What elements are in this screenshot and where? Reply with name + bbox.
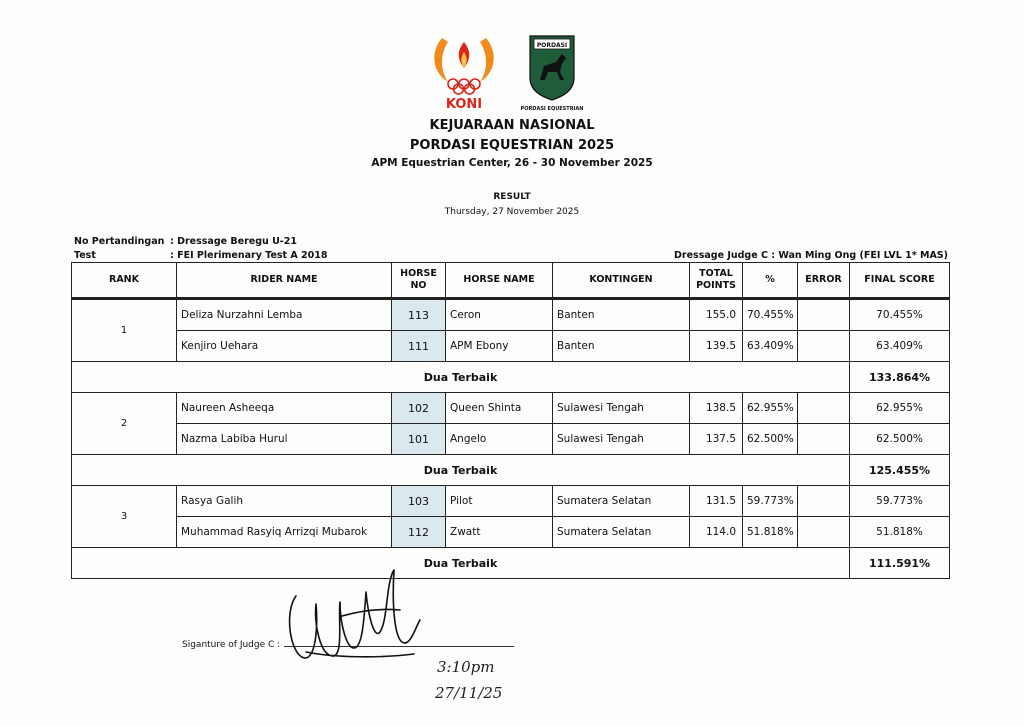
col-horse-no-line2: NO: [410, 280, 427, 291]
rank-cell: 1: [72, 299, 177, 362]
handwritten-time: 3:10pm: [437, 658, 495, 676]
test-label: Test: [74, 250, 96, 261]
error: [798, 393, 850, 424]
pordasi-logo: [512, 32, 592, 112]
col-horse-name: HORSE NAME: [446, 263, 553, 299]
judge-info: Dressage Judge C : Wan Ming Ong (FEI LVL 1* MAS): [674, 250, 948, 261]
rank-cell: 3: [72, 486, 177, 548]
col-total-line1: TOTAL: [699, 268, 733, 279]
total-points: 138.5: [690, 393, 743, 424]
handwritten-time-date: [435, 650, 505, 710]
col-total-line2: POINTS: [696, 280, 736, 291]
percent: 59.773%: [743, 486, 798, 517]
pordasi-badge-text: PORDASI: [536, 42, 568, 49]
summary-row: [72, 548, 950, 579]
koni-text: KONI: [445, 97, 483, 112]
kontingen: Banten: [553, 299, 690, 331]
final-score: 59.773%: [850, 486, 950, 517]
horse-no: 102: [392, 393, 446, 424]
logo-area: [0, 28, 1024, 112]
handwritten-date: 27/11/25: [435, 684, 503, 702]
col-final-score: FINAL SCORE: [850, 263, 950, 299]
rider-name: Deliza Nurzahni Lemba: [177, 299, 392, 331]
horse-no: 101: [392, 424, 446, 455]
event-venue: APM Equestrian Center, 26 - 30 November 2025: [371, 157, 653, 169]
final-score: 62.500%: [850, 424, 950, 455]
competition-number-value: : Dressage Beregu U-21: [170, 236, 297, 247]
table-row: [72, 424, 950, 455]
final-score: 51.818%: [850, 517, 950, 548]
competition-number: [74, 236, 297, 247]
col-rank: RANK: [72, 263, 177, 299]
total-points: 155.0: [690, 299, 743, 331]
col-kontingen: KONTINGEN: [553, 263, 690, 299]
error: [798, 486, 850, 517]
total-points: 114.0: [690, 517, 743, 548]
rider-name: Kenjiro Uehara: [177, 331, 392, 362]
rider-name: Nazma Labiba Hurul: [177, 424, 392, 455]
horse-no: 113: [392, 299, 446, 331]
horse-name: Zwatt: [446, 517, 553, 548]
final-score: 70.455%: [850, 299, 950, 331]
judge-signature: [282, 562, 432, 672]
rider-name: Rasya Galih: [177, 486, 392, 517]
percent: 62.500%: [743, 424, 798, 455]
summary-label: Dua Terbaik: [72, 455, 850, 486]
kontingen: Banten: [553, 331, 690, 362]
col-horse-no: [392, 263, 446, 299]
error: [798, 331, 850, 362]
rider-name: Muhammad Rasyiq Arrizqi Mubarok: [177, 517, 392, 548]
koni-logo: [428, 28, 500, 112]
horse-name: Ceron: [446, 299, 553, 331]
summary-row: [72, 362, 950, 393]
competition-number-label: No Pertandingan: [74, 236, 165, 247]
percent: 51.818%: [743, 517, 798, 548]
horse-name: Queen Shinta: [446, 393, 553, 424]
kontingen: Sulawesi Tengah: [553, 393, 690, 424]
error: [798, 424, 850, 455]
summary-total: 111.591%: [850, 548, 950, 579]
col-percent: %: [743, 263, 798, 299]
error: [798, 517, 850, 548]
table-row: [72, 393, 950, 424]
final-score: 63.409%: [850, 331, 950, 362]
kontingen: Sumatera Selatan: [553, 486, 690, 517]
rider-name: Naureen Asheeqa: [177, 393, 392, 424]
horse-name: APM Ebony: [446, 331, 553, 362]
table-row: [72, 331, 950, 362]
kontingen: Sulawesi Tengah: [553, 424, 690, 455]
test-value: : FEI Plerimenary Test A 2018: [170, 250, 328, 261]
col-horse-no-line1: HORSE: [400, 268, 437, 279]
summary-total: 133.864%: [850, 362, 950, 393]
result-heading: RESULT: [493, 192, 531, 202]
percent: 63.409%: [743, 331, 798, 362]
event-subtitle: PORDASI EQUESTRIAN 2025: [409, 138, 615, 153]
rank-cell: 2: [72, 393, 177, 455]
horse-name: Pilot: [446, 486, 553, 517]
results-table: [71, 262, 950, 579]
horse-no: 111: [392, 331, 446, 362]
summary-total: 125.455%: [850, 455, 950, 486]
horse-no: 112: [392, 517, 446, 548]
col-error: ERROR: [798, 263, 850, 299]
final-score: 62.955%: [850, 393, 950, 424]
total-points: 131.5: [690, 486, 743, 517]
table-row: [72, 486, 950, 517]
horse-no: 103: [392, 486, 446, 517]
horse-name: Angelo: [446, 424, 553, 455]
total-points: 137.5: [690, 424, 743, 455]
percent: 70.455%: [743, 299, 798, 331]
table-row: [72, 517, 950, 548]
error: [798, 299, 850, 331]
pordasi-caption: PORDASI EQUESTRIAN: [520, 106, 584, 112]
result-date: Thursday, 27 November 2025: [444, 207, 580, 217]
summary-label: Dua Terbaik: [72, 548, 850, 579]
table-header-row: [72, 263, 950, 299]
col-total-points: [690, 263, 743, 299]
signature-label: Siganture of Judge C :: [182, 640, 281, 650]
percent: 62.955%: [743, 393, 798, 424]
col-rider-name: RIDER NAME: [177, 263, 392, 299]
table-row: [72, 299, 950, 331]
total-points: 139.5: [690, 331, 743, 362]
summary-label: Dua Terbaik: [72, 362, 850, 393]
test-info: [74, 250, 328, 261]
kontingen: Sumatera Selatan: [553, 517, 690, 548]
event-title: KEJUARAAN NASIONAL: [429, 118, 595, 133]
summary-row: [72, 455, 950, 486]
